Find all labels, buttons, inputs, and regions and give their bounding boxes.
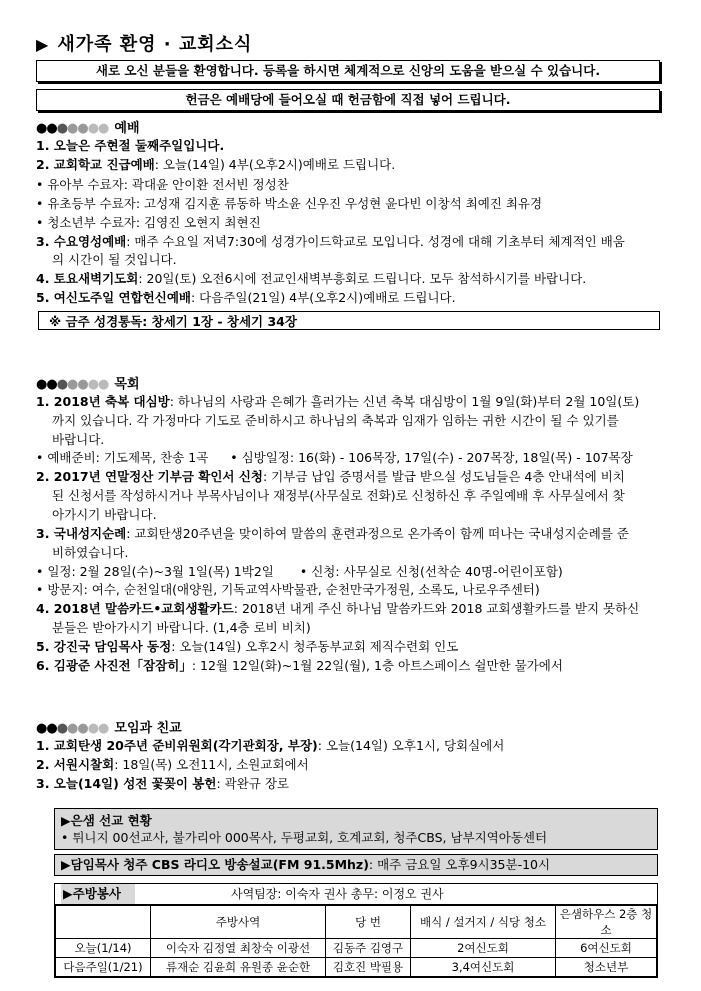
radio-box	[54, 854, 658, 876]
pastoral-line-3d: • 일정: 2월 28일(수)~3월 1일(목) 1박2일 • 신청: 사무실로 신청(선착순 40명-어린이포함)	[36, 564, 563, 579]
worship-line-4: 4. 토요새벽기도회: 20일(토) 오전6시에 전교인새벽부흥회로 드립니다. 모두 참석하시기를 바랍니다.	[36, 271, 587, 286]
kitchen-service-header	[55, 884, 657, 905]
pastoral-line-2c: 된 신청서를 작성하시거나 부목사님이나 재정부(사무실로 전화)로 신청하신 후 주일예배 후 사무실에서 찾	[52, 488, 625, 503]
table-header-row	[56, 906, 657, 939]
section-heading-pastoral: ●●●●●●● 목회	[36, 377, 140, 392]
dots-icon: ●●●●●●●	[36, 721, 109, 736]
table-cell: 이숙자 김정열 최창숙 이광선	[151, 939, 326, 958]
triangle-icon: ▶	[36, 35, 50, 54]
radio-text: : 매주 금요일 오후9시35분-10시	[368, 857, 551, 872]
pastoral-line-3c: 비하였습니다.	[52, 545, 129, 560]
dots-icon: ●●●●●●●	[36, 377, 109, 392]
worship-line-3: 3. 수요영성예배: 매주 수요일 저녁7:30에 성경가이드학교로 모입니다. 성경에 대해 기초부터 체계적인 배움	[36, 234, 625, 249]
table-header: 은샘하우스 2층 청소	[556, 906, 657, 939]
table-cell: 김동주 김영구	[326, 939, 411, 958]
table-header: 주방사역	[151, 906, 326, 939]
worship-line-1: 1. 오늘은 주현절 둘째주일입니다.	[36, 138, 225, 153]
radio-title: ▶담임목사 청주 CBS 라디오 방송설교(FM 91.5Mhz)	[61, 857, 369, 872]
fellowship-line-3: 3. 오늘(14일) 성전 꽃꽂이 봉헌: 곽완규 장로	[36, 776, 289, 791]
worship-line-5: 5. 여신도주일 연합헌신예배: 다음주일(21일) 4부(오후2시)예배로 드립니다.	[36, 290, 456, 305]
offering-notice: 헌금은 예배당에 들어오실 때 헌금함에 직접 넣어 드립니다.	[36, 89, 660, 111]
table-cell: 청소년부	[556, 958, 657, 977]
dots-icon: ●●●●●●●	[36, 121, 109, 136]
welcome-notice: 새로 오신 분들을 환영합니다. 등록을 하시면 체계적으로 신앙의 도움을 받으실 수 있습니다.	[36, 60, 660, 82]
table-row	[56, 958, 657, 977]
fellowship-line-1: 1. 교회탄생 20주년 준비위원회(각기관회장, 부장): 오늘(14일) 오후1시, 당회실에서	[36, 738, 505, 753]
pastoral-line-6: 6. 김광준 사진전「잠잠히」: 12월 12일(화)~1월 22일(월), 1층 아트스페이스 쉴만한 물가에서	[36, 658, 563, 673]
mission-text: • 튀니지 00선교사, 불가리아 000목사, 두평교회, 호계교회, 청주CBS, 남부지역아동센터	[61, 830, 548, 845]
page-title: ▶ 새가족 환영 · 교회소식	[36, 34, 253, 55]
mission-box	[54, 808, 658, 850]
table-header: 배식 / 설거지 / 식당 청소	[411, 906, 556, 939]
pastoral-line-4: 4. 2018년 말씀카드•교회생활카드: 2018년 내게 주신 하나님 말씀카드와 2018 교회생활카드를 받지 못하신	[36, 601, 640, 616]
pastoral-line-1: 1. 2018년 축복 대심방: 하나님의 사랑과 은혜가 흘러가는 신년 축복 대심방이 1월 9일(화)부터 2월 10일(토)	[36, 394, 640, 409]
pastoral-line-4c: 분들은 받아가시기 바랍니다. (1,4층 로비 비치)	[52, 620, 311, 635]
table-cell: 다음주일(1/21)	[56, 958, 151, 977]
section-heading-worship: ●●●●●●● 예배	[36, 121, 140, 136]
kitchen-service-table	[55, 905, 657, 977]
kitchen-service-leaders: 사역팀장: 이숙자 권사 총무: 이정오 권사	[231, 887, 444, 901]
pastoral-line-1e: • 예배준비: 기도제목, 찬송 1곡 • 심방일정: 16(화) - 106목장, 17일(수) - 207목장, 18일(목) - 107목장	[36, 450, 633, 465]
table-cell: 3,4여신도회	[411, 958, 556, 977]
pastoral-line-3f: • 방문지: 여수, 순천일대(애양원, 기독교역사박물관, 순천만국가정원, 소록도, 나로우주센터)	[36, 582, 540, 597]
table-cell: 6여신도회	[556, 939, 657, 958]
pastoral-line-2: 2. 2017년 연말정산 기부금 확인서 신청: 기부금 납입 증명서를 발급 받으실 성도님들은 4층 안내석에 비치	[36, 469, 625, 484]
worship-line-3c: 의 시간이 될 것입니다.	[52, 252, 177, 267]
kitchen-service-title: ▶주방봉사	[61, 884, 135, 904]
pastoral-line-1c: 까지 있습니다. 각 가정마다 기도로 준비하시고 하나님의 축복과 임재가 임하는 귀한 시간이 될 수 있기를	[52, 413, 619, 428]
kitchen-service-box	[54, 883, 658, 978]
pastoral-line-2d: 아가시기 바랍니다.	[52, 507, 157, 522]
mission-title: ▶은샘 선교 현황	[61, 813, 152, 828]
table-header	[56, 906, 151, 939]
pastoral-line-3: 3. 국내성지순례: 교회탄생20주년을 맞이하여 말씀의 훈련과정으로 온가족이 함께 떠나는 국내성지순례를 준	[36, 526, 629, 541]
worship-line-2d: • 유초등부 수료자: 고성재 김지훈 류동하 박소윤 신우진 우성현 윤다빈 이창석 최예진 최유경	[36, 196, 543, 211]
bible-reading-box: ※ 금주 성경통독: 창세기 1장 - 창세기 34장	[38, 311, 660, 330]
table-cell: 오늘(1/14)	[56, 939, 151, 958]
worship-line-2c: • 유아부 수료자: 곽대윤 안이환 전서빈 정성찬	[36, 177, 289, 192]
section-heading-fellowship: ●●●●●●● 모임과 친교	[36, 721, 182, 736]
table-row	[56, 939, 657, 958]
fellowship-line-2: 2. 서원시찰회: 18일(목) 오전11시, 소원교회에서	[36, 757, 309, 772]
table-cell: 김호진 박필용	[326, 958, 411, 977]
table-cell: 2여신도회	[411, 939, 556, 958]
table-header: 당 번	[326, 906, 411, 939]
pastoral-line-5: 5. 강진국 담임목사 동정: 오늘(14일) 오후2시 청주동부교회 제직수련회 인도	[36, 639, 459, 654]
table-cell: 류재순 김윤희 유원종 윤순한	[151, 958, 326, 977]
pastoral-line-1d: 바랍니다.	[52, 432, 105, 447]
worship-line-2e: • 청소년부 수료자: 김영진 오현지 최현진	[36, 215, 261, 230]
worship-line-2: 2. 교회학교 진급예배: 오늘(14일) 4부(오후2시)예배로 드립니다.	[36, 157, 396, 172]
